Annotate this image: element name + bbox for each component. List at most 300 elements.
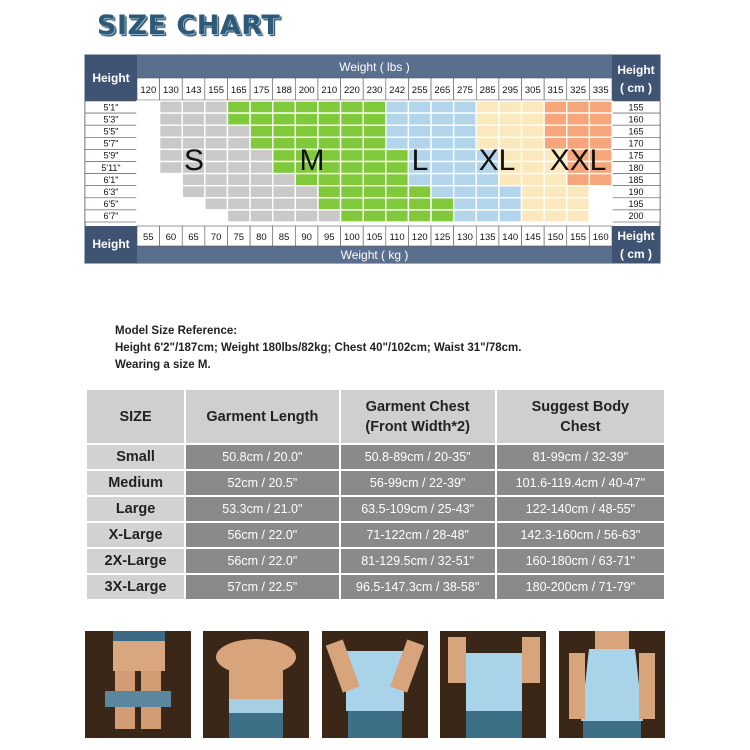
table-row	[87, 549, 664, 573]
measurement-cell: 71-122cm / 28-48"	[341, 523, 495, 547]
table-header-text: (Front Width*2)	[365, 418, 470, 435]
grid-cell	[137, 137, 160, 149]
grid-cell	[363, 198, 386, 210]
kg-tick-label: 75	[233, 232, 245, 243]
grid-cell	[160, 125, 183, 137]
grid-cell	[431, 149, 454, 161]
grid-cell	[318, 186, 341, 198]
size-name-cell: 3X-Large	[87, 575, 184, 599]
grid-cell	[205, 125, 228, 137]
grid-cell	[205, 137, 228, 149]
measurement-cell: 81-99cm / 32-39"	[497, 445, 664, 469]
table-header-text: Garment Chest	[365, 398, 470, 415]
grid-cell	[567, 210, 590, 222]
measurement-cell: 180-200cm / 71-79"	[497, 575, 664, 599]
grid-cell	[273, 125, 296, 137]
wearing-shirt-photo	[559, 631, 665, 738]
grid-cell	[499, 198, 522, 210]
height-cm-label-top: Height	[617, 63, 655, 77]
table-header-text: Suggest Body	[531, 398, 630, 415]
height-weight-size-chart	[0, 0, 750, 320]
table-row	[87, 497, 664, 521]
lbs-tick-label: 188	[276, 85, 292, 96]
grid-cell	[544, 125, 567, 137]
kg-tick-label: 70	[210, 232, 222, 243]
height-cm-value: 200	[628, 211, 644, 222]
grid-cell	[250, 101, 273, 113]
grid-cell	[522, 162, 545, 174]
grid-cell	[182, 101, 205, 113]
grid-cell	[250, 186, 273, 198]
table-header-cell	[186, 390, 338, 443]
grid-cell	[589, 113, 612, 125]
grid-cell	[567, 186, 590, 198]
grid-cell	[137, 198, 160, 210]
grid-cell	[227, 174, 250, 186]
grid-cell	[499, 210, 522, 222]
lbs-tick-label: 165	[230, 85, 247, 96]
kg-tick-label: 120	[411, 232, 428, 243]
table-header-cell	[341, 390, 495, 443]
height-cm-value: 155	[628, 102, 644, 113]
lbs-tick-label: 210	[321, 85, 338, 96]
size-zone-label-xxl: XXL	[549, 144, 607, 177]
grid-cell	[363, 210, 386, 222]
grid-cell	[386, 149, 409, 161]
height-cm-unit-bottom: ( cm )	[619, 247, 653, 261]
lbs-tick-label: 315	[547, 85, 564, 96]
grid-cell	[476, 101, 499, 113]
grid-cell	[295, 101, 318, 113]
grid-cell	[386, 101, 409, 113]
grid-cell	[227, 198, 250, 210]
weight-lbs-label: Weight ( lbs )	[339, 60, 410, 74]
grid-cell	[182, 210, 205, 222]
lbs-tick-label: 220	[343, 85, 360, 96]
measurement-cell: 160-180cm / 63-71"	[497, 549, 664, 573]
grid-cell	[273, 210, 296, 222]
grid-cell	[522, 101, 545, 113]
raised-arms-photo	[440, 631, 546, 738]
lbs-tick-label: 155	[208, 85, 225, 96]
measurement-cell: 142.3-160cm / 56-63"	[497, 523, 664, 547]
grid-cell	[544, 198, 567, 210]
grid-cell	[160, 162, 183, 174]
grid-cell	[273, 186, 296, 198]
grid-cell	[408, 198, 431, 210]
grid-cell	[341, 113, 364, 125]
grid-cell	[454, 149, 477, 161]
grid-cell	[454, 186, 477, 198]
grid-cell	[227, 137, 250, 149]
kg-tick-label: 110	[389, 232, 405, 243]
lbs-tick-label: 255	[411, 85, 428, 96]
grid-cell	[499, 125, 522, 137]
grid-cell	[205, 113, 228, 125]
grid-cell	[431, 137, 454, 149]
underwear-hands-photo	[85, 631, 191, 738]
kg-tick-label: 65	[188, 232, 199, 243]
grid-cell	[408, 113, 431, 125]
table-header-text: SIZE	[119, 408, 152, 425]
height-ft-label: 5'7"	[103, 138, 119, 149]
grid-cell	[567, 198, 590, 210]
grid-cell	[295, 125, 318, 137]
lbs-tick-label: 285	[479, 85, 496, 96]
kg-tick-label: 150	[547, 232, 564, 243]
height-cm-value: 165	[628, 126, 644, 137]
grid-cell	[273, 198, 296, 210]
grid-cell	[567, 125, 590, 137]
lbs-tick-label: 130	[162, 85, 179, 96]
size-name-cell: 2X-Large	[87, 549, 184, 573]
lbs-tick-label: 175	[253, 85, 270, 96]
grid-cell	[250, 149, 273, 161]
grid-cell	[160, 149, 183, 161]
grid-cell	[408, 125, 431, 137]
grid-cell	[137, 186, 160, 198]
height-label-top: Height	[92, 71, 130, 85]
grid-cell	[499, 101, 522, 113]
grid-cell	[454, 137, 477, 149]
grid-cell	[341, 186, 364, 198]
grid-cell	[227, 149, 250, 161]
grid-cell	[341, 174, 364, 186]
grid-cell	[160, 174, 183, 186]
size-name-cell: X-Large	[87, 523, 184, 547]
table-body	[87, 445, 664, 599]
grid-cell	[227, 186, 250, 198]
grid-cell	[522, 174, 545, 186]
grid-cell	[205, 162, 228, 174]
height-cm-unit-top: ( cm )	[619, 81, 653, 95]
grid-cell	[454, 125, 477, 137]
table-header-row	[87, 390, 664, 443]
grid-cell	[160, 101, 183, 113]
grid-cell	[273, 113, 296, 125]
grid-cell	[386, 210, 409, 222]
lbs-tick-label: 200	[298, 85, 315, 96]
grid-cell	[182, 186, 205, 198]
grid-cell	[363, 186, 386, 198]
grid-cell	[476, 113, 499, 125]
grid-cell	[341, 125, 364, 137]
grid-cell	[227, 113, 250, 125]
grid-cell	[499, 113, 522, 125]
grid-cell	[431, 186, 454, 198]
grid-cell	[567, 101, 590, 113]
grid-cell	[454, 210, 477, 222]
grid-cell	[205, 186, 228, 198]
lbs-tick-label: 242	[389, 85, 406, 96]
size-zone-label-m: M	[299, 144, 325, 177]
grid-cell	[386, 186, 409, 198]
grid-cell	[341, 101, 364, 113]
grid-cell	[160, 186, 183, 198]
grid-cell	[137, 174, 160, 186]
grid-cell	[250, 137, 273, 149]
grid-cell	[476, 198, 499, 210]
pulling-shirt-photo	[203, 631, 309, 738]
grid-cell	[544, 186, 567, 198]
grid-cell	[386, 198, 409, 210]
photo-strip	[85, 631, 665, 738]
height-cm-value: 170	[628, 138, 644, 149]
grid-cell	[544, 210, 567, 222]
grid-cell	[182, 113, 205, 125]
lbs-tick-label: 295	[502, 85, 519, 96]
grid-cell	[318, 125, 341, 137]
grid-cell	[544, 101, 567, 113]
grid-cell	[137, 113, 160, 125]
grid-cell	[431, 125, 454, 137]
height-cm-value: 190	[628, 187, 644, 197]
measurement-cell: 53.3cm / 21.0"	[186, 497, 338, 521]
grid-cell	[341, 198, 364, 210]
grid-cell	[476, 186, 499, 198]
grid-cell	[522, 137, 545, 149]
measurement-cell: 122-140cm / 48-55"	[497, 497, 664, 521]
kg-tick-label: 145	[524, 232, 541, 243]
grid-cell	[431, 210, 454, 222]
grid-cell	[182, 198, 205, 210]
grid-cell	[386, 137, 409, 149]
size-name-cell: Large	[87, 497, 184, 521]
height-ft-label: 5'3"	[103, 114, 119, 125]
kg-tick-label: 100	[343, 232, 360, 243]
grid-cell	[589, 125, 612, 137]
kg-tick-label: 160	[592, 232, 609, 243]
table-row	[87, 523, 664, 547]
grid-cell	[341, 162, 364, 174]
measurement-cell: 63.5-109cm / 25-43"	[341, 497, 495, 521]
measurement-cell: 50.8cm / 20.0"	[186, 445, 338, 469]
grid-cell	[454, 198, 477, 210]
grid-cell	[205, 210, 228, 222]
table-header-cell	[497, 390, 664, 443]
grid-cell	[431, 198, 454, 210]
lbs-tick-label: 305	[524, 85, 541, 96]
lbs-tick-label: 265	[434, 85, 451, 96]
table-header-text: Chest	[560, 418, 601, 435]
height-cm-value: 185	[628, 174, 644, 185]
grid-cell	[476, 125, 499, 137]
kg-tick-label: 135	[479, 232, 496, 243]
kg-tick-label: 60	[165, 232, 177, 243]
kg-tick-label: 155	[570, 232, 587, 243]
measurement-cell: 81-129.5cm / 32-51"	[341, 549, 495, 573]
height-ft-label: 5'1"	[103, 102, 119, 113]
grid-cell	[137, 149, 160, 161]
height-cm-value: 195	[628, 199, 644, 210]
height-cm-value: 175	[628, 150, 644, 161]
grid-cell	[341, 210, 364, 222]
grid-cell	[408, 210, 431, 222]
grid-cell	[273, 137, 296, 149]
table-row	[87, 575, 664, 599]
size-zone-label-xl: XL	[478, 144, 516, 177]
lbs-tick-label: 335	[592, 85, 609, 96]
height-ft-label: 5'11"	[101, 162, 121, 173]
grid-cell	[250, 174, 273, 186]
grid-cell	[522, 113, 545, 125]
grid-cell	[454, 113, 477, 125]
kg-tick-label: 105	[366, 232, 383, 243]
grid-cell	[544, 113, 567, 125]
height-ft-label: 5'9"	[103, 150, 119, 161]
height-ft-label: 6'3"	[103, 187, 119, 197]
grid-cell	[295, 210, 318, 222]
kg-tick-label: 130	[457, 232, 473, 243]
table-header-cell	[87, 390, 184, 443]
grid-cell	[454, 162, 477, 174]
grid-cell	[363, 174, 386, 186]
grid-cell	[363, 113, 386, 125]
grid-cell	[205, 198, 228, 210]
grid-cell	[522, 198, 545, 210]
size-name-cell: Medium	[87, 471, 184, 495]
height-ft-label: 6'5"	[103, 199, 119, 210]
grid-cell	[273, 101, 296, 113]
grid-cell	[476, 210, 499, 222]
grid-cell	[205, 101, 228, 113]
measurement-cell: 56cm / 22.0"	[186, 523, 338, 547]
grid-cell	[431, 162, 454, 174]
grid-cell	[273, 174, 296, 186]
height-ft-label: 6'1"	[103, 174, 119, 185]
lbs-tick-label: 230	[366, 85, 383, 96]
grid-cell	[522, 125, 545, 137]
lbs-tick-label: 325	[570, 85, 587, 96]
lbs-tick-label: 275	[457, 85, 473, 96]
kg-tick-label: 55	[143, 232, 154, 243]
grid-cell	[431, 174, 454, 186]
height-cm-value: 180	[628, 162, 644, 173]
measurement-cell: 52cm / 20.5"	[186, 471, 338, 495]
grid-cell	[386, 113, 409, 125]
grid-cell	[363, 101, 386, 113]
kg-tick-label: 90	[301, 232, 312, 243]
grid-cell	[227, 101, 250, 113]
lbs-tick-label: 120	[140, 85, 157, 96]
height-ft-label: 6'7"	[103, 211, 119, 222]
grid-cell	[227, 125, 250, 137]
grid-cell	[160, 137, 183, 149]
model-reference-heading: Model Size Reference:	[115, 325, 238, 337]
grid-cell	[227, 210, 250, 222]
measurement-cell: 96.5-147.3cm / 38-58"	[341, 575, 495, 599]
kg-tick-label: 85	[278, 232, 290, 243]
grid-cell	[273, 162, 296, 174]
grid-cell	[250, 198, 273, 210]
grid-cell	[589, 186, 612, 198]
table-header-text: Garment Length	[206, 408, 319, 425]
model-reference-measurements: Height 6'2"/187cm; Weight 180lbs/82kg; Chest 40"/102cm; Waist 31"/78cm.	[115, 342, 522, 354]
grid-cell	[137, 101, 160, 113]
grid-cell	[341, 137, 364, 149]
grid-cell	[250, 113, 273, 125]
measurement-cell: 101.6-119.4cm / 40-47"	[497, 471, 664, 495]
kg-tick-label: 95	[323, 232, 335, 243]
grid-cell	[295, 113, 318, 125]
grid-cell	[499, 186, 522, 198]
size-name-cell: Small	[87, 445, 184, 469]
grid-cell	[318, 113, 341, 125]
grid-cell	[160, 198, 183, 210]
grid-cell	[250, 125, 273, 137]
grid-cell	[408, 101, 431, 113]
grid-cell	[522, 210, 545, 222]
grid-cell	[295, 198, 318, 210]
grid-cell	[589, 101, 612, 113]
height-cm-value: 160	[628, 114, 644, 125]
table-row	[87, 445, 664, 469]
height-cm-label-bottom: Height	[617, 229, 655, 243]
grid-cell	[454, 101, 477, 113]
kg-tick-label: 80	[256, 232, 267, 243]
grid-cell	[205, 174, 228, 186]
weight-kg-label: Weight ( kg )	[340, 248, 409, 262]
kg-tick-label: 140	[502, 232, 519, 243]
grid-cell	[522, 186, 545, 198]
grid-cell	[160, 210, 183, 222]
grid-cell	[160, 113, 183, 125]
grid-cell	[363, 125, 386, 137]
measurement-cell: 57cm / 22.5"	[186, 575, 338, 599]
size-measurement-table	[85, 388, 666, 601]
grid-cell	[567, 113, 590, 125]
grid-cell	[273, 149, 296, 161]
size-zone-label-l: L	[411, 144, 429, 177]
grid-cell	[431, 113, 454, 125]
grid-cell	[295, 186, 318, 198]
model-reference-size: Wearing a size M.	[115, 359, 211, 371]
grid-cell	[227, 162, 250, 174]
grid-cell	[522, 149, 545, 161]
lbs-tick-label: 143	[185, 85, 202, 96]
grid-cell	[318, 210, 341, 222]
measurement-cell: 56-99cm / 22-39"	[341, 471, 495, 495]
height-ft-label: 5'5"	[103, 126, 119, 137]
model-size-reference	[115, 323, 521, 374]
grid-cell	[431, 101, 454, 113]
grid-cell	[137, 162, 160, 174]
grid-cell	[386, 125, 409, 137]
measurement-cell: 56cm / 22.0"	[186, 549, 338, 573]
height-label-bottom: Height	[92, 237, 130, 251]
kg-tick-label: 125	[434, 232, 451, 243]
grid-cell	[137, 125, 160, 137]
grid-cell	[318, 101, 341, 113]
grid-cell	[137, 210, 160, 222]
grid-cell	[408, 186, 431, 198]
table-row	[87, 471, 664, 495]
grid-cell	[589, 210, 612, 222]
shirt-over-head-photo	[322, 631, 428, 738]
grid-cell	[363, 162, 386, 174]
grid-cell	[250, 210, 273, 222]
grid-cell	[589, 198, 612, 210]
grid-cell	[182, 125, 205, 137]
grid-cell	[386, 162, 409, 174]
grid-cell	[363, 137, 386, 149]
size-zone-label-s: S	[183, 144, 205, 177]
grid-cell	[454, 174, 477, 186]
grid-cell	[250, 162, 273, 174]
grid-cell	[363, 149, 386, 161]
page-title: SIZE CHART	[97, 10, 281, 41]
measurement-cell: 50.8-89cm / 20-35"	[341, 445, 495, 469]
